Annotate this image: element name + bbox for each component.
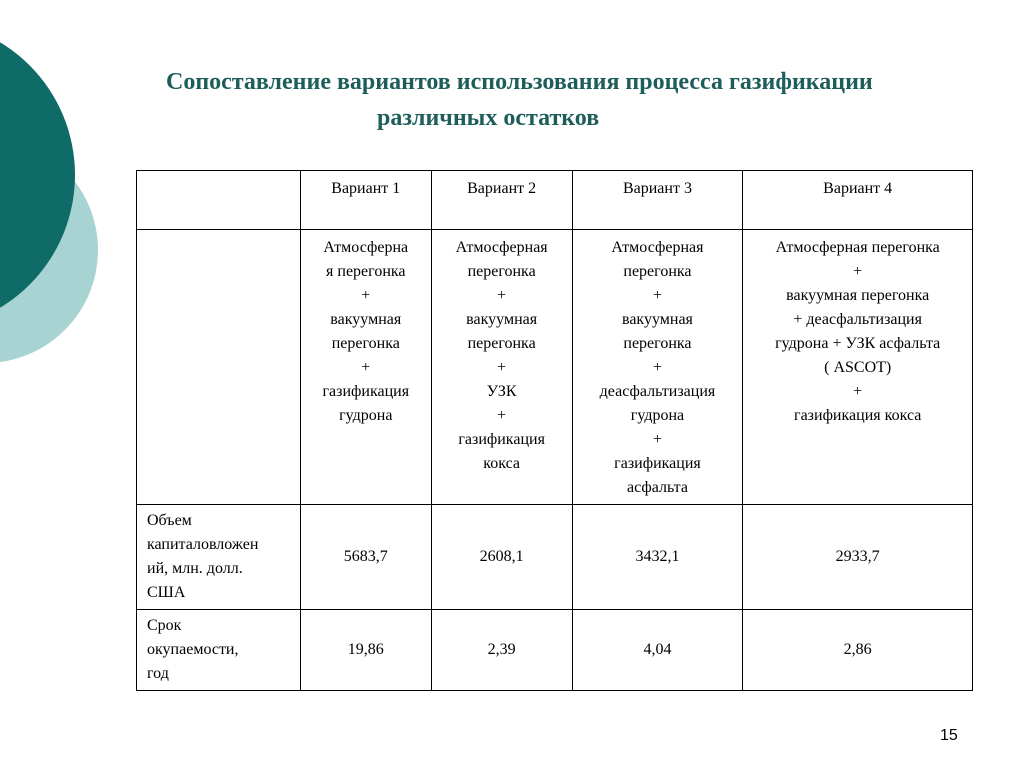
slide-title-line-1: Сопоставление вариантов использования процесса газификации bbox=[166, 69, 873, 95]
table-header-row bbox=[137, 171, 973, 230]
header-variant-3: Вариант 3 bbox=[572, 171, 743, 230]
row-label-payback-period: Срок окупаемости, год bbox=[137, 610, 301, 691]
table-row-payback-period bbox=[137, 610, 973, 691]
payback-variant-4: 2,86 bbox=[743, 610, 973, 691]
header-variant-1: Вариант 1 bbox=[300, 171, 431, 230]
decorative-circles bbox=[0, 0, 120, 420]
capital-variant-2: 2608,1 bbox=[431, 505, 572, 610]
payback-variant-3: 4,04 bbox=[572, 610, 743, 691]
header-empty-cell bbox=[137, 171, 301, 230]
comparison-table bbox=[136, 170, 973, 691]
header-variant-4: Вариант 4 bbox=[743, 171, 973, 230]
desc-variant-2: Атмосферная перегонка + вакуумная перегонка + УЗК + газификация кокса bbox=[431, 230, 572, 505]
capital-variant-1: 5683,7 bbox=[300, 505, 431, 610]
desc-variant-1: Атмосферна я перегонка + вакуумная перегонка + газификация гудрона bbox=[300, 230, 431, 505]
capital-variant-3: 3432,1 bbox=[572, 505, 743, 610]
table-row-capital-investment bbox=[137, 505, 973, 610]
row-label-capital-investment: Объем капиталовложен ий, млн. долл. США bbox=[137, 505, 301, 610]
slide-title bbox=[140, 64, 1024, 136]
desc-variant-3: Атмосферная перегонка + вакуумная перегонка + деасфальтизация гудрона + газификация асфальта bbox=[572, 230, 743, 505]
page-number: 15 bbox=[940, 727, 958, 744]
desc-variant-4: Атмосферная перегонка + вакуумная перегонка + деасфальтизация гудрона + УЗК асфальта ( ASCOT) + газификация кокса bbox=[743, 230, 973, 505]
capital-variant-4: 2933,7 bbox=[743, 505, 973, 610]
table-row-process-scheme bbox=[137, 230, 973, 505]
slide-title-line-2: различных остатков bbox=[377, 105, 600, 131]
header-variant-2: Вариант 2 bbox=[431, 171, 572, 230]
desc-empty-cell bbox=[137, 230, 301, 505]
payback-variant-2: 2,39 bbox=[431, 610, 572, 691]
payback-variant-1: 19,86 bbox=[300, 610, 431, 691]
